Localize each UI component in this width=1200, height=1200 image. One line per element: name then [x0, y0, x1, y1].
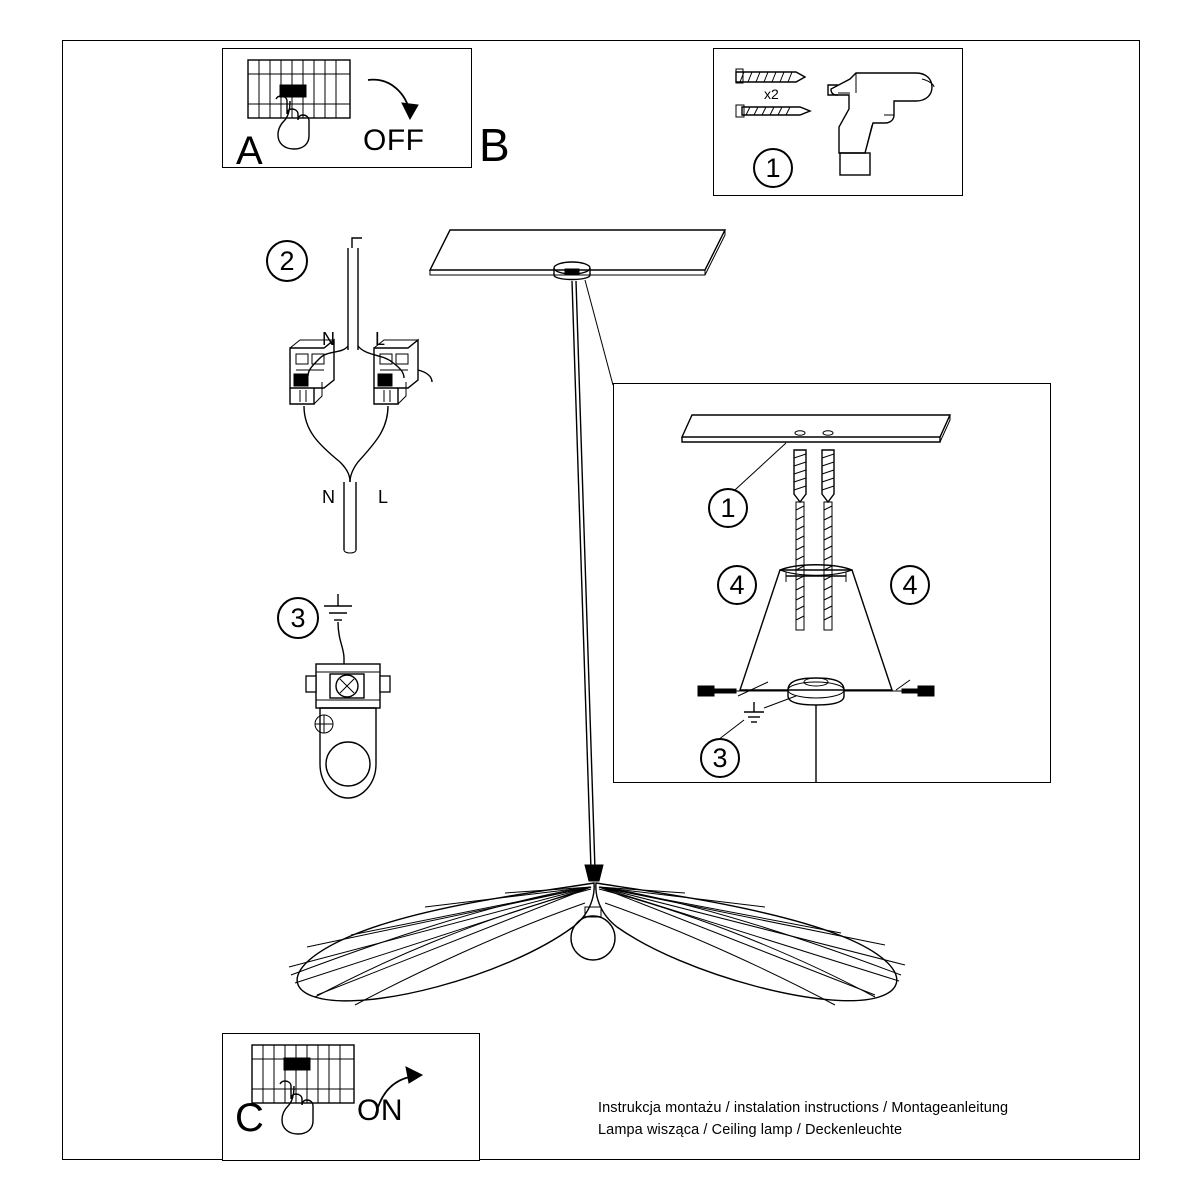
step-3-ground-number: 3	[700, 738, 740, 778]
wall-plug-quantity: x2	[764, 86, 779, 102]
tools-step-number: 1	[753, 148, 793, 188]
breaker-panel-off-graphic	[240, 55, 460, 165]
panel-a-letter: A	[236, 129, 263, 173]
step-2-label-n-top: N	[322, 329, 335, 349]
step-2-number: 2	[266, 240, 308, 282]
step-2-label-l-bottom: L	[378, 487, 389, 507]
step-3-number: 3	[277, 597, 319, 639]
footer-line-2: Lampa wisząca / Ceiling lamp / Deckenleuchte	[598, 1121, 903, 1138]
footer-text	[598, 1098, 1008, 1142]
step-2-label-n-bottom: N	[322, 487, 335, 507]
panel-c-state-label: ON	[357, 1094, 403, 1127]
footer-line-1: Instrukcja montażu / instalation instructions / Montageanleitung	[598, 1100, 1009, 1116]
step-1-ceiling-number: 1	[708, 488, 748, 528]
step-4-right-number: 4	[890, 565, 930, 605]
pendant-lamp-graphic	[255, 205, 955, 1015]
panel-b-letter: B	[479, 119, 510, 171]
step-2-label-l-top: L	[375, 329, 386, 349]
breaker-panel-on-graphic	[240, 1040, 460, 1155]
step-4-left-number: 4	[717, 565, 757, 605]
panel-a-state-label: OFF	[363, 124, 425, 157]
panel-c-letter: C	[235, 1096, 264, 1140]
